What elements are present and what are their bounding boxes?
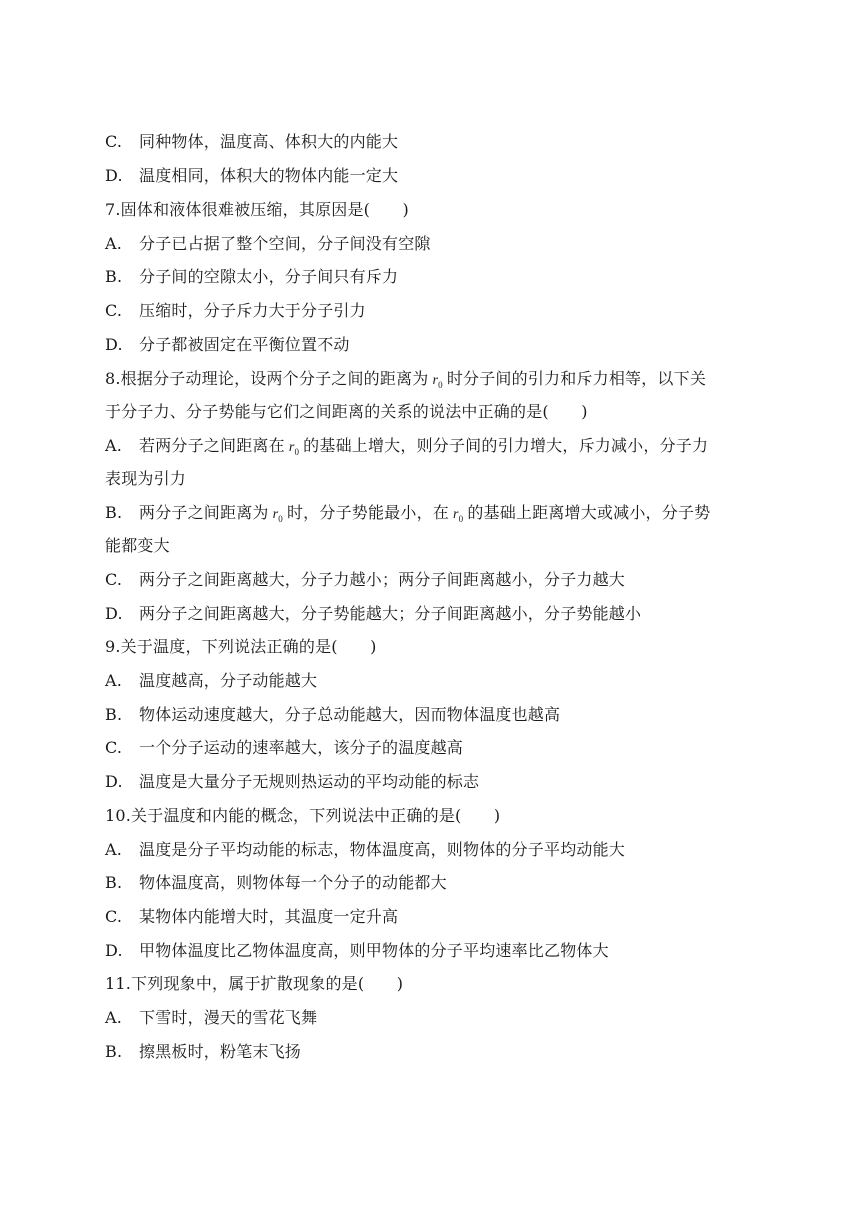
q10-option-b: B. 物体温度高，则物体每一个分子的动能都大 bbox=[105, 873, 447, 892]
q6-option-d: D. 温度相同，体积大的物体内能一定大 bbox=[105, 166, 399, 185]
r0-symbol: $r_0$ bbox=[452, 507, 464, 524]
q7-option-b: B. 分子间的空隙太小，分子间只有斥力 bbox=[105, 267, 399, 286]
q9-option-b: B. 物体运动速度越大，分子总动能越大，因而物体温度也越高 bbox=[105, 705, 561, 724]
q9-option-a: A. 温度越高，分子动能越大 bbox=[105, 671, 318, 690]
q10-option-d: D. 甲物体温度比乙物体温度高，则甲物体的分子平均速率比乙物体大 bbox=[105, 941, 609, 960]
r0-symbol: $r_0$ bbox=[432, 373, 443, 390]
r0-symbol: $r_0$ bbox=[272, 507, 283, 524]
q11-option-a: A. 下雪时，漫天的雪花飞舞 bbox=[105, 1008, 318, 1027]
q8-option-b: B. 两分子之间距离为 $r_0$ 时，分子势能最小，在 $r_0$ 的基础上距离增大或减小，分子势 bbox=[105, 503, 711, 524]
q8-option-d: D. 两分子之间距离越大，分子势能越大；分子间距离越小，分子势能越小 bbox=[105, 604, 642, 623]
q7-option-a: A. 分子已占据了整个空间，分子间没有空隙 bbox=[105, 234, 431, 253]
q11-stem: 11.下列现象中，属于扩散现象的是( ) bbox=[105, 974, 404, 993]
q10-stem: 10.关于温度和内能的概念，下列说法中正确的是( ) bbox=[105, 806, 501, 825]
q8-stem-line2: 于分子力、分子势能与它们之间距离的关系的说法中正确的是( ) bbox=[105, 402, 588, 421]
q9-stem: 9.关于温度，下列说法正确的是( ) bbox=[105, 637, 377, 656]
q7-option-d: D. 分子都被固定在平衡位置不动 bbox=[105, 335, 350, 354]
q8-option-a: A. 若两分子之间距离在 $r_0$ 的基础上增大，则分子间的引力增大，斥力减小，分子力 bbox=[105, 436, 709, 457]
q9-option-c: C. 一个分子运动的速率越大，该分子的温度越高 bbox=[105, 738, 464, 757]
q9-option-d: D. 温度是大量分子无规则热运动的平均动能的标志 bbox=[105, 772, 480, 791]
q8-option-c: C. 两分子之间距离越大，分子力越小；两分子间距离越小，分子力越大 bbox=[105, 570, 626, 589]
q8-option-b-line2: 能都变大 bbox=[105, 536, 170, 555]
q6-option-c: C. 同种物体，温度高、体积大的内能大 bbox=[105, 132, 399, 151]
q10-option-c: C. 某物体内能增大时，其温度一定升高 bbox=[105, 907, 399, 926]
q7-option-c: C. 压缩时，分子斥力大于分子引力 bbox=[105, 301, 366, 320]
q11-option-b: B. 擦黑板时，粉笔末飞扬 bbox=[105, 1042, 302, 1061]
r0-symbol: $r_0$ bbox=[288, 440, 300, 457]
q8-option-a-line2: 表现为引力 bbox=[105, 469, 187, 488]
q8-stem-line1: 8.根据分子动理论，设两个分子之间的距离为 $r_0$ 时分子间的引力和斥力相等，以下关 bbox=[105, 369, 707, 390]
q10-option-a: A. 温度是分子平均动能的标志，物体温度高，则物体的分子平均动能大 bbox=[105, 840, 626, 859]
q7-stem: 7.固体和液体很难被压缩，其原因是( ) bbox=[105, 200, 409, 219]
